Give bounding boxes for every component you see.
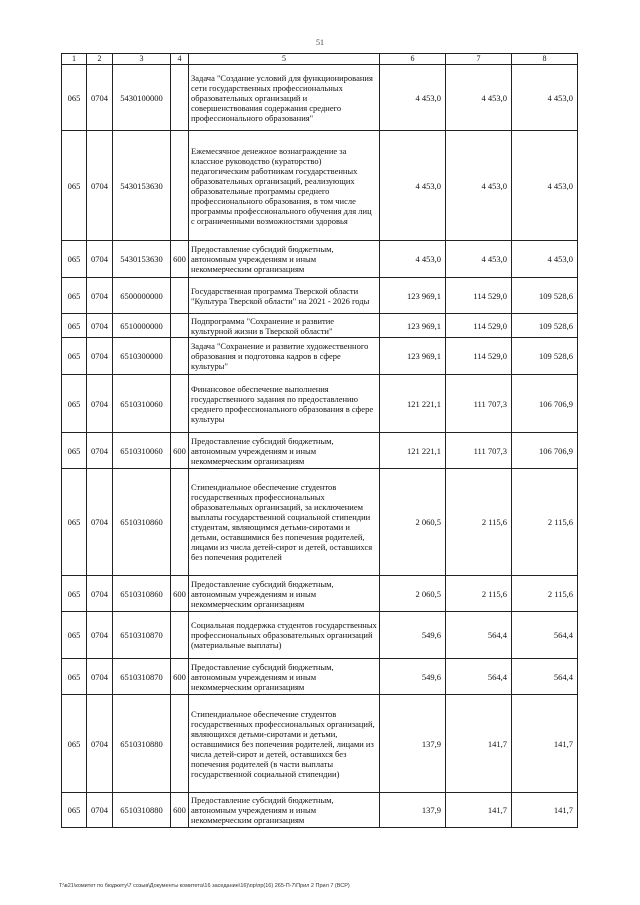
amount-col7: 114 529,0 [446, 314, 512, 338]
expense-type [171, 314, 189, 338]
row-description: Задача "Создание условий для функционирования сети государственных профессиональных образовательных организаций и совершенствования содержания среднего профессионального образования" [189, 65, 380, 131]
amount-col7: 564,4 [446, 659, 512, 695]
section-code: 0704 [87, 65, 113, 131]
amount-col8: 564,4 [512, 612, 578, 659]
row-description: Финансовое обеспечение выполнения государственного задания по предоставлению среднего профессионального образования в сфере культуры [189, 375, 380, 433]
expense-type [171, 338, 189, 375]
target-article: 6510310870 [113, 659, 171, 695]
ministry-code: 065 [62, 576, 87, 612]
amount-col6: 4 453,0 [380, 131, 446, 241]
amount-col8: 141,7 [512, 695, 578, 793]
expense-type: 600 [171, 433, 189, 469]
target-article: 5430153630 [113, 131, 171, 241]
col-header: 2 [87, 54, 113, 65]
row-description: Государственная программа Тверской области "Культура Тверской области" на 2021 - 2026 годы [189, 278, 380, 314]
table-row [62, 695, 578, 793]
col-header: 3 [113, 54, 171, 65]
table-row [62, 65, 578, 131]
amount-col8: 4 453,0 [512, 131, 578, 241]
ministry-code: 065 [62, 314, 87, 338]
target-article: 6500000000 [113, 278, 171, 314]
page-number: 51 [316, 38, 324, 47]
amount-col7: 111 707,3 [446, 375, 512, 433]
row-description: Предоставление субсидий бюджетным, автономным учреждениям и иным некоммерческим организациям [189, 241, 380, 278]
expense-type [171, 65, 189, 131]
table-row [62, 793, 578, 828]
expense-type [171, 469, 189, 576]
ministry-code: 065 [62, 695, 87, 793]
amount-col6: 2 060,5 [380, 469, 446, 576]
amount-col7: 114 529,0 [446, 278, 512, 314]
section-code: 0704 [87, 612, 113, 659]
table-row [62, 314, 578, 338]
table-row [62, 278, 578, 314]
budget-table [61, 53, 578, 828]
table-row [62, 469, 578, 576]
ministry-code: 065 [62, 659, 87, 695]
amount-col7: 2 115,6 [446, 469, 512, 576]
expense-type: 600 [171, 241, 189, 278]
amount-col6: 549,6 [380, 659, 446, 695]
amount-col8: 106 706,9 [512, 375, 578, 433]
ministry-code: 065 [62, 612, 87, 659]
expense-type [171, 612, 189, 659]
expense-type: 600 [171, 576, 189, 612]
col-header: 1 [62, 54, 87, 65]
expense-type [171, 375, 189, 433]
row-description: Предоставление субсидий бюджетным, автономным учреждениям и иным некоммерческим организациям [189, 576, 380, 612]
col-header: 7 [446, 54, 512, 65]
table-row [62, 338, 578, 375]
file-path-footer: T:\в21\комитет по бюджету\7 созыв\Документы комитета\16 заседание\16)\пр\пр(16) 265-П-7\Прил 2 Прил 7 (ВСР) [59, 883, 350, 889]
amount-col6: 549,6 [380, 612, 446, 659]
col-header: 5 [189, 54, 380, 65]
amount-col8: 141,7 [512, 793, 578, 828]
target-article: 6510000000 [113, 314, 171, 338]
target-article: 6510310060 [113, 375, 171, 433]
amount-col6: 4 453,0 [380, 65, 446, 131]
amount-col8: 4 453,0 [512, 65, 578, 131]
header-row [62, 54, 578, 65]
amount-col8: 109 528,6 [512, 314, 578, 338]
section-code: 0704 [87, 338, 113, 375]
ministry-code: 065 [62, 793, 87, 828]
target-article: 6510310860 [113, 469, 171, 576]
col-header: 8 [512, 54, 578, 65]
ministry-code: 065 [62, 131, 87, 241]
amount-col7: 141,7 [446, 793, 512, 828]
row-description: Предоставление субсидий бюджетным, автономным учреждениям и иным некоммерческим организациям [189, 433, 380, 469]
expense-type: 600 [171, 659, 189, 695]
section-code: 0704 [87, 278, 113, 314]
table-row [62, 659, 578, 695]
amount-col7: 4 453,0 [446, 131, 512, 241]
target-article: 6510300000 [113, 338, 171, 375]
amount-col8: 106 706,9 [512, 433, 578, 469]
ministry-code: 065 [62, 375, 87, 433]
target-article: 6510310060 [113, 433, 171, 469]
amount-col8: 2 115,6 [512, 469, 578, 576]
section-code: 0704 [87, 131, 113, 241]
section-code: 0704 [87, 695, 113, 793]
section-code: 0704 [87, 576, 113, 612]
section-code: 0704 [87, 375, 113, 433]
amount-col8: 2 115,6 [512, 576, 578, 612]
expense-type [171, 278, 189, 314]
amount-col7: 4 453,0 [446, 65, 512, 131]
target-article: 6510310880 [113, 793, 171, 828]
row-description: Подпрограмма "Сохранение и развитие культурной жизни в Тверской области" [189, 314, 380, 338]
row-description: Задача "Сохранение и развитие художественного образования и подготовка кадров в сфере культуры" [189, 338, 380, 375]
row-description: Стипендиальное обеспечение студентов государственных профессиональных образовательных организаций, за исключением выплаты государственной социальной стипендии студентам, являющимся детьми-сиротами и детьми, оставшимися без попечения родителей, лицами из числа детей-сирот и детей, оставшихся без попечения родителей [189, 469, 380, 576]
col-header: 6 [380, 54, 446, 65]
table-row [62, 433, 578, 469]
row-description: Ежемесячное денежное вознаграждение за классное руководство (кураторство) педагогическим работникам государственных образовательных организаций, реализующих образовательные программы среднего профессионального образования, в том числе программы профессионального обучения для лиц с ограниченными возможностями здоровья [189, 131, 380, 241]
amount-col6: 137,9 [380, 695, 446, 793]
amount-col6: 123 969,1 [380, 278, 446, 314]
amount-col7: 2 115,6 [446, 576, 512, 612]
section-code: 0704 [87, 793, 113, 828]
ministry-code: 065 [62, 65, 87, 131]
section-code: 0704 [87, 659, 113, 695]
amount-col7: 4 453,0 [446, 241, 512, 278]
ministry-code: 065 [62, 278, 87, 314]
section-code: 0704 [87, 469, 113, 576]
section-code: 0704 [87, 314, 113, 338]
amount-col8: 109 528,6 [512, 338, 578, 375]
amount-col6: 123 969,1 [380, 338, 446, 375]
amount-col7: 141,7 [446, 695, 512, 793]
section-code: 0704 [87, 433, 113, 469]
amount-col7: 111 707,3 [446, 433, 512, 469]
amount-col6: 2 060,5 [380, 576, 446, 612]
table-row [62, 576, 578, 612]
target-article: 5430100000 [113, 65, 171, 131]
amount-col6: 121 221,1 [380, 375, 446, 433]
target-article: 5430153630 [113, 241, 171, 278]
expense-type: 600 [171, 793, 189, 828]
target-article: 6510310880 [113, 695, 171, 793]
ministry-code: 065 [62, 469, 87, 576]
amount-col6: 4 453,0 [380, 241, 446, 278]
section-code: 0704 [87, 241, 113, 278]
ministry-code: 065 [62, 338, 87, 375]
ministry-code: 065 [62, 433, 87, 469]
amount-col7: 114 529,0 [446, 338, 512, 375]
ministry-code: 065 [62, 241, 87, 278]
amount-col6: 137,9 [380, 793, 446, 828]
row-description: Предоставление субсидий бюджетным, автономным учреждениям и иным некоммерческим организациям [189, 659, 380, 695]
table-row [62, 241, 578, 278]
amount-col8: 109 528,6 [512, 278, 578, 314]
row-description: Предоставление субсидий бюджетным, автономным учреждениям и иным некоммерческим организациям [189, 793, 380, 828]
table-row [62, 612, 578, 659]
amount-col6: 121 221,1 [380, 433, 446, 469]
col-header: 4 [171, 54, 189, 65]
table-row [62, 131, 578, 241]
amount-col6: 123 969,1 [380, 314, 446, 338]
amount-col8: 564,4 [512, 659, 578, 695]
target-article: 6510310870 [113, 612, 171, 659]
target-article: 6510310860 [113, 576, 171, 612]
table-row [62, 375, 578, 433]
expense-type [171, 131, 189, 241]
row-description: Стипендиальное обеспечение студентов государственных профессиональных организаций, являющихся детьми-сиротами и детьми, оставшимися без попечения родителей, лицами из числа детей-сирот и детей, оставшихся без попечения родителей (в части выплаты государственной социальной стипендии) [189, 695, 380, 793]
row-description: Социальная поддержка студентов государственных профессиональных образовательных организаций (материальные выплаты) [189, 612, 380, 659]
expense-type [171, 695, 189, 793]
amount-col8: 4 453,0 [512, 241, 578, 278]
amount-col7: 564,4 [446, 612, 512, 659]
